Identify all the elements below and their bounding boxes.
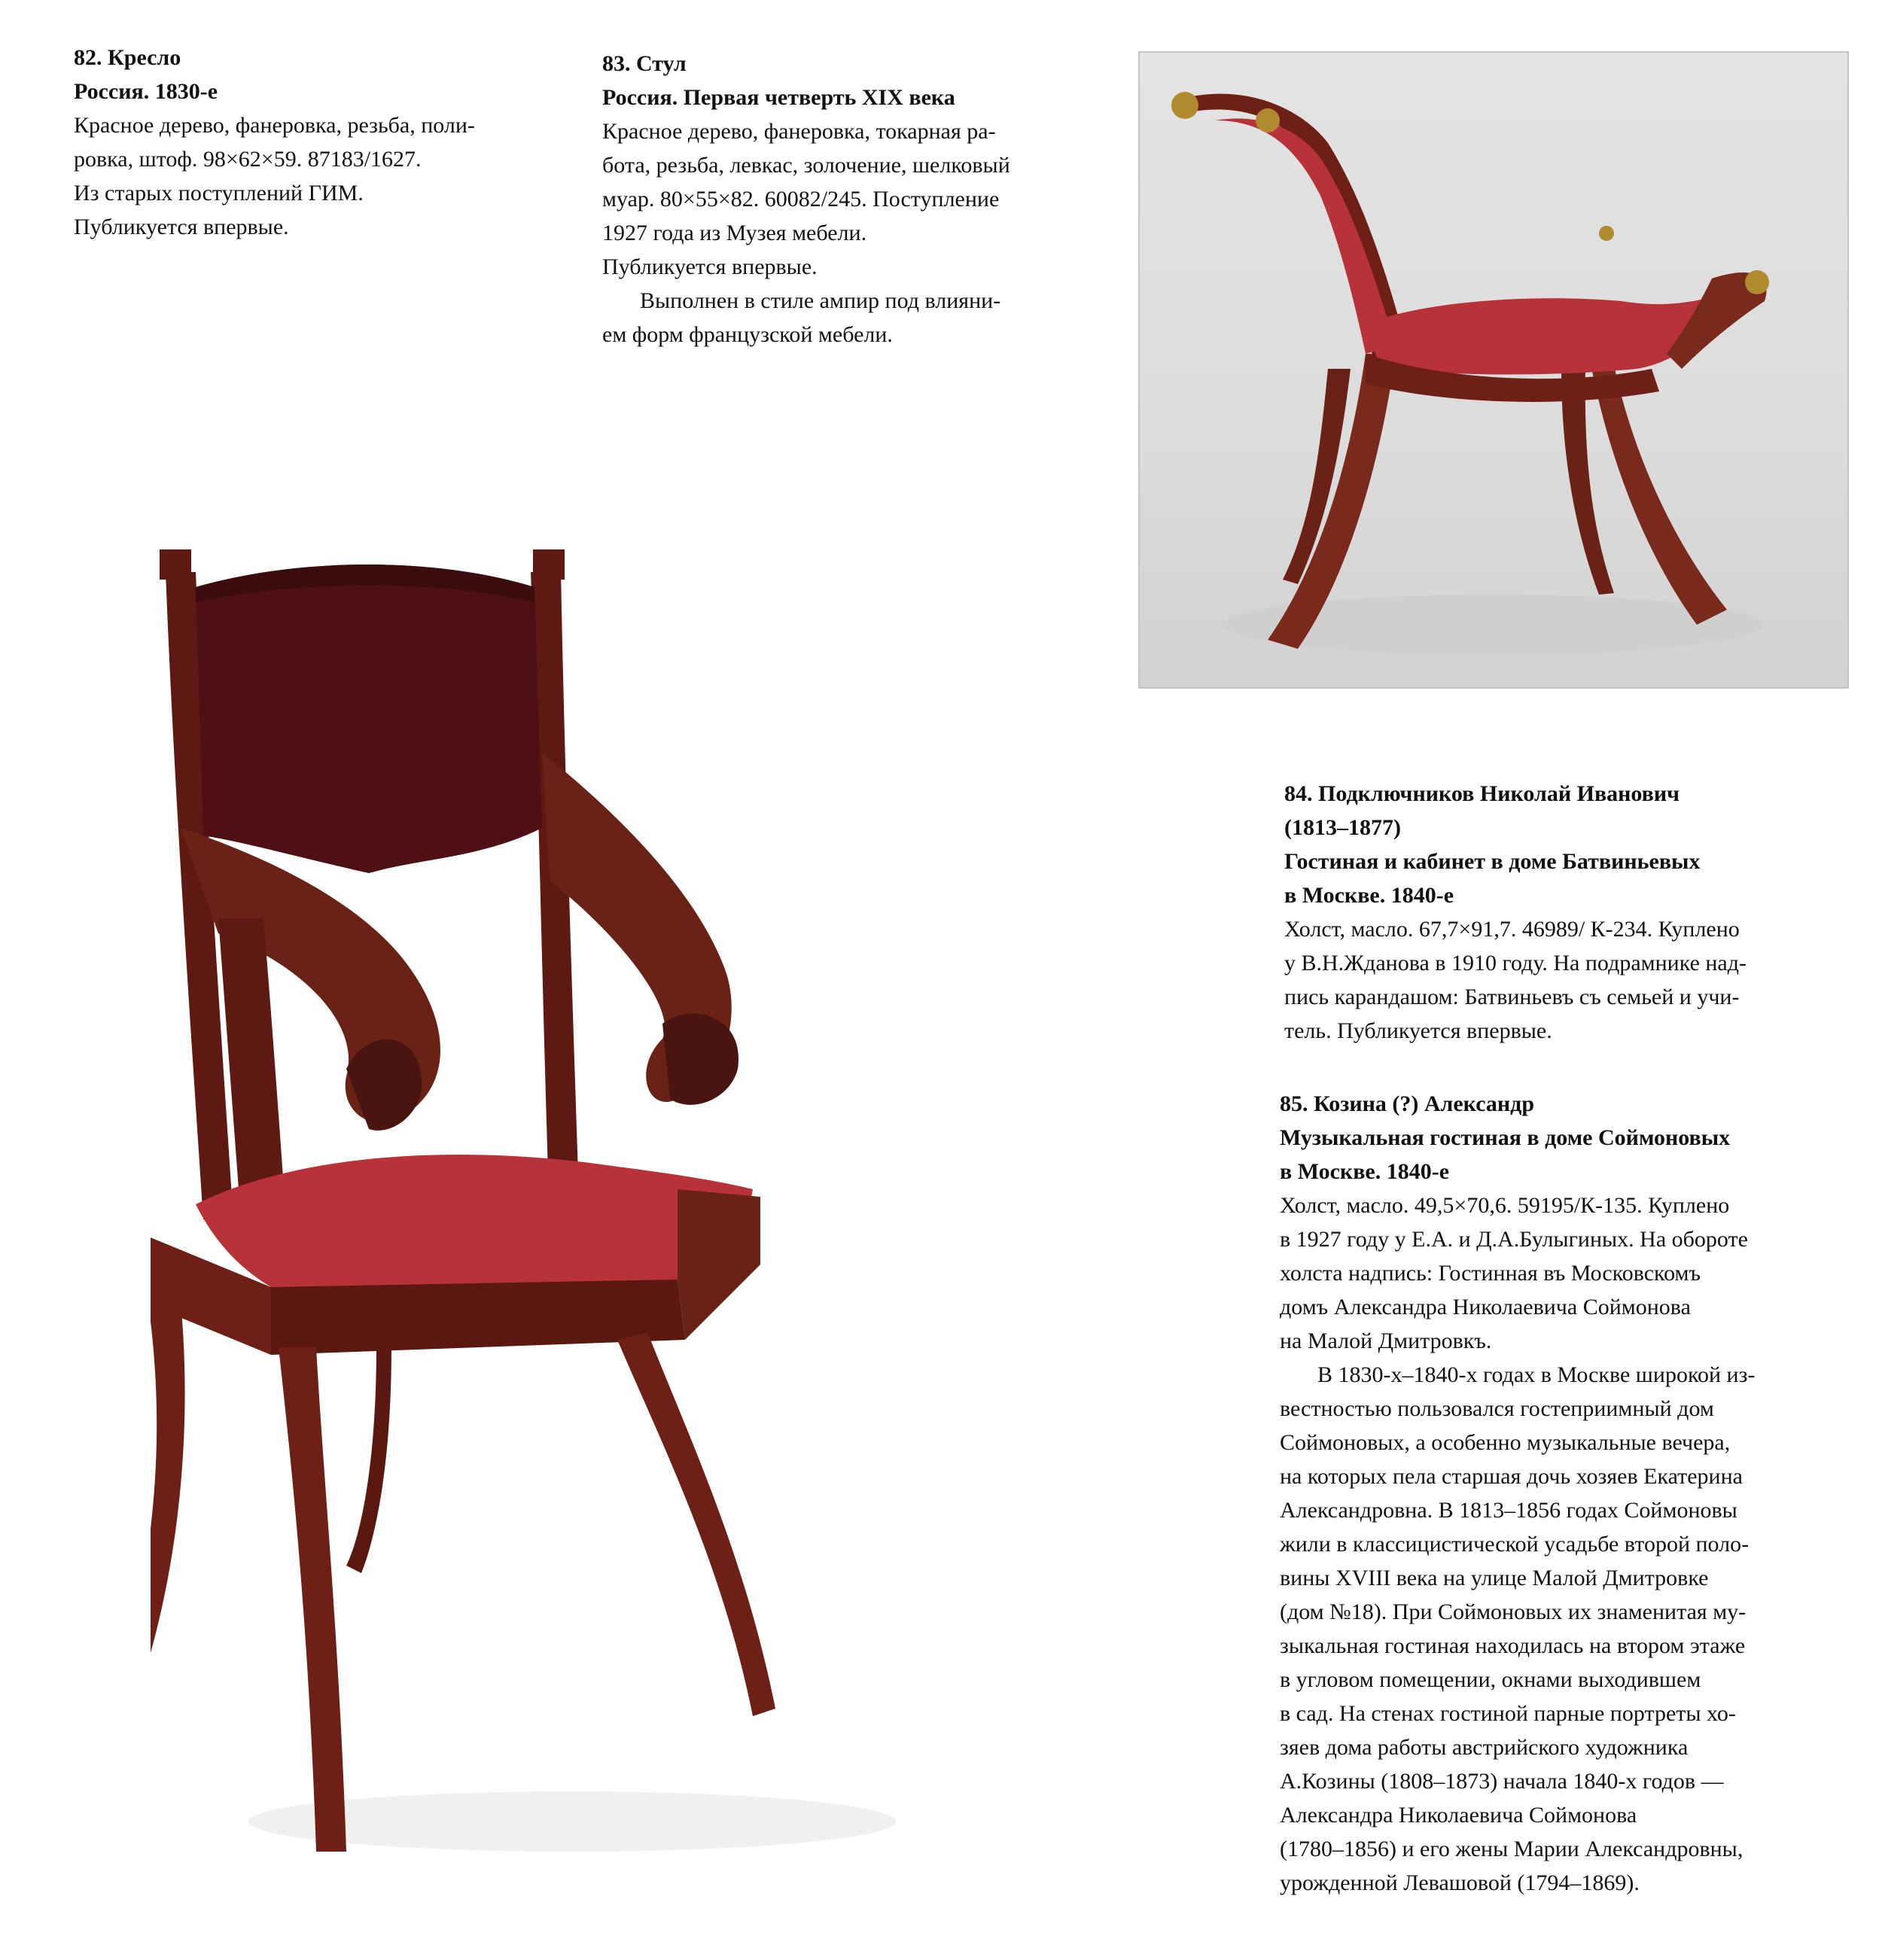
caption-84 [1284, 777, 1811, 1048]
caption-82 [74, 41, 556, 244]
caption-85-title: в Москве. 1840-е [1280, 1159, 1450, 1184]
caption-85-body: зыкальная гостиная находилась на втором этаже [1280, 1633, 1746, 1658]
caption-83-line: 1927 года из Музея мебели. [602, 221, 867, 245]
caption-85-line: на Малой Дмитровкъ. [1280, 1328, 1492, 1353]
stool-photo [1138, 51, 1849, 689]
caption-82-line: Публикуется впервые. [74, 215, 289, 239]
caption-83-title: 83. Стул [602, 51, 687, 76]
caption-85-body: Александра Николаевича Соймонова [1280, 1803, 1637, 1828]
caption-85-line: Холст, масло. 49,5×70,6. 59195/К-135. Куплено [1280, 1193, 1730, 1218]
caption-85-author: 85. Козина (?) Александр [1280, 1091, 1535, 1116]
caption-84-author: (1813–1877) [1284, 815, 1401, 840]
caption-84-line: Холст, масло. 67,7×91,7. 46989/ К-234. Куплено [1284, 917, 1740, 942]
caption-85-body: Александровна. В 1813–1856 годах Соймоновы [1280, 1498, 1737, 1523]
caption-85-body: В 1830-х–1840-х годах в Москве широкой из- [1317, 1362, 1756, 1387]
caption-83-line: муар. 80×55×82. 60082/245. Поступление [602, 187, 1000, 212]
caption-82-line: Из старых поступлений ГИМ. [74, 181, 364, 205]
caption-85-line: в 1927 году у Е.А. и Д.А.Булыгиных. На обороте [1280, 1227, 1748, 1252]
caption-84-title: Гостиная и кабинет в доме Батвиньевых [1284, 849, 1701, 874]
caption-85-body: А.Козины (1808–1873) начала 1840-х годов — [1280, 1769, 1724, 1794]
caption-84-line: пись карандашом: Батвиньевъ съ семьей и учи- [1284, 985, 1740, 1009]
caption-83-line: Красное дерево, фанеровка, токарная ра- [602, 119, 996, 144]
caption-83-origin: Россия. Первая четверть XIX века [602, 85, 955, 110]
caption-85-body: зяев дома работы австрийского художника [1280, 1735, 1689, 1760]
caption-82-origin: Россия. 1830-е [74, 79, 218, 104]
caption-85 [1280, 1087, 1844, 1900]
caption-83-line: бота, резьба, левкас, золочение, шелковый [602, 153, 1010, 178]
caption-82-title: 82. Кресло [74, 45, 181, 70]
armchair-illustration [151, 542, 1069, 1867]
caption-85-line: холста надпись: Гостинная въ Московскомъ [1280, 1261, 1701, 1286]
caption-85-body: в сад. На стенах гостиной парные портреты хо- [1280, 1701, 1736, 1726]
caption-85-body: вины XVIII века на улице Малой Дмитровке [1280, 1566, 1709, 1590]
caption-85-body: Соймоновых, а особенно музыкальные вечера, [1280, 1430, 1731, 1455]
caption-85-body: вестностью пользовался гостеприимный дом [1280, 1396, 1714, 1421]
caption-85-body: урожденной Левашовой (1794–1869). [1280, 1870, 1640, 1895]
caption-82-line: Красное дерево, фанеровка, резьба, поли- [74, 113, 475, 138]
armchair-photo [151, 542, 1069, 1867]
caption-85-body: на которых пела старшая дочь хозяев Екатерина [1280, 1464, 1743, 1489]
caption-84-author: 84. Подключников Николай Иванович [1284, 781, 1680, 806]
caption-83-note: ем форм французской мебели. [602, 322, 893, 347]
caption-85-line: домъ Александра Николаевича Соймонова [1280, 1295, 1691, 1319]
caption-83 [602, 47, 1084, 352]
caption-83-line: Публикуется впервые. [602, 254, 818, 279]
caption-85-body: (1780–1856) и его жены Марии Александровны, [1280, 1837, 1743, 1861]
caption-85-body: жили в классицистической усадьбе второй поло- [1280, 1532, 1750, 1557]
caption-85-body: (дом №18). При Соймоновых их знаменитая му- [1280, 1599, 1747, 1624]
caption-85-title: Музыкальная гостиная в доме Соймоновых [1280, 1125, 1731, 1150]
stool-illustration [1140, 53, 1847, 687]
caption-84-line: тель. Публикуется впервые. [1284, 1018, 1552, 1043]
caption-84-line: у В.Н.Жданова в 1910 году. На подрамнике над- [1284, 951, 1747, 975]
caption-82-line: ровка, штоф. 98×62×59. 87183/1627. [74, 147, 422, 172]
caption-83-note: Выполнен в стиле ампир под влияни- [640, 288, 1001, 313]
caption-84-title: в Москве. 1840-е [1284, 883, 1454, 908]
caption-85-body: в угловом помещении, окнами выходившем [1280, 1667, 1701, 1692]
